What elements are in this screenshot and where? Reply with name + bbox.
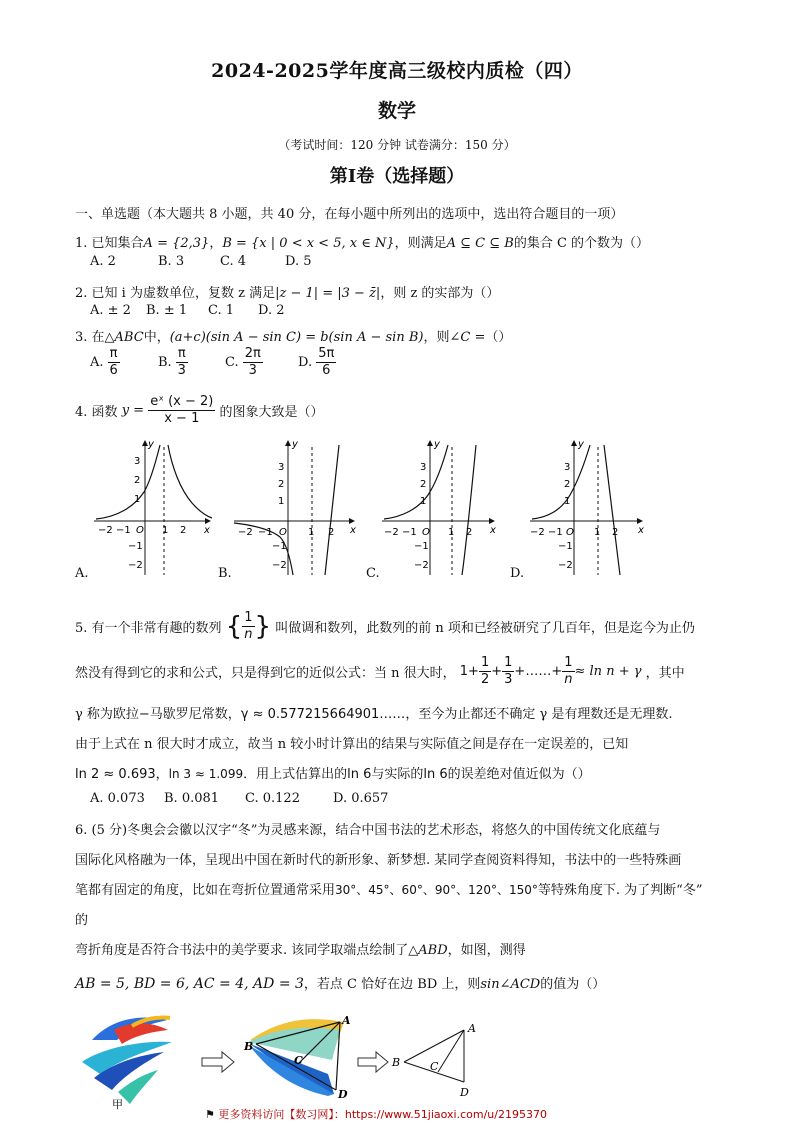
q3-a-den: 6 (109, 363, 118, 378)
q6-line3-a: 笔都有固定的角度，比如在弯折位置通常采用 (75, 883, 336, 898)
q5-sequence (242, 610, 254, 643)
q2-stem-a: 2. 已知 i 为虚数单位，复数 z 满足 (75, 286, 276, 301)
q5-ln2: ln 2 ≈ 0.693 (75, 767, 156, 782)
graph-c-tick-m1: −1 (414, 541, 429, 552)
q1-option-b[interactable]: B. 3 (158, 254, 185, 269)
subject-title: 数学 (377, 100, 416, 122)
q3-option-c-fraction (243, 346, 263, 379)
q5-seq-num: 1 (244, 610, 253, 625)
graph-c-tick-xm1: −1 (402, 527, 417, 538)
graph-b-tick-x1: 1 (308, 527, 315, 538)
q1-option-a[interactable]: A. 2 (90, 254, 116, 269)
graph-b-origin: O (279, 527, 287, 538)
graph-d-tick-x2: 2 (612, 527, 619, 538)
graph-a-tick-xm1: −1 (116, 525, 131, 536)
q4-stem-a: 4. 函数 (75, 405, 118, 420)
graph-a-tick-m2: −2 (128, 560, 143, 571)
q5-option-d[interactable]: D. 0.657 (333, 791, 389, 806)
q6-line5-b: 的值为（） (540, 977, 606, 992)
q6-line4-b: ，如图，测得 (447, 943, 526, 958)
q6-angles: 30°、45°、60°、90°、120°、150° (335, 883, 538, 897)
graph-b-tick-xm1: −1 (258, 527, 273, 538)
q1-stem-c: 的集合 C 的个数为（） (513, 236, 650, 251)
q5-formula-b: +……+ (514, 664, 563, 679)
q3-d-den: 6 (322, 363, 331, 378)
graph-a-tick-3: 3 (134, 456, 141, 467)
question-6-line-3 (75, 879, 702, 898)
graph-a-tick-xm2: −2 (98, 525, 113, 536)
q3-d-num: 5π (318, 346, 335, 361)
arrow-right-icon (202, 1052, 234, 1072)
q5-frac-half (479, 655, 491, 688)
graph-c-tick-xm2: −2 (384, 527, 399, 538)
question-6-line-3-tail: 的 (75, 913, 89, 928)
q3-option-a[interactable] (90, 346, 120, 379)
q3-stem-d: （） (485, 330, 512, 345)
question-6-line-1: 6. (5 分)冬奥会会徽以汉字“冬”为灵感来源，结合中国书法的艺术形态，将悠久的中国传统文化底蕴与 (75, 823, 661, 838)
q6-figure-2 (243, 1014, 351, 1101)
q3-c-num: 2π (244, 346, 261, 361)
question-5-line-1 (75, 610, 695, 643)
q3-option-d[interactable] (298, 346, 336, 379)
graph-c-origin: O (422, 527, 430, 538)
q6-fig2-label-b: B (244, 1040, 254, 1053)
q5-brace-right: } (254, 611, 272, 642)
q1-relation: A ⊆ C ⊆ B (446, 236, 514, 251)
q3-option-b-fraction (176, 346, 188, 379)
q5-line5-c: 的误差绝对值近似为（） (447, 767, 591, 782)
q5-gamma-value: γ ≈ 0.577215664901…… (240, 707, 406, 722)
q5-h2n: 1 (480, 655, 490, 670)
q4-option-c[interactable]: C. (366, 566, 380, 581)
graph-d-tick-m2: −2 (558, 560, 573, 571)
q1-option-d[interactable]: D. 5 (285, 254, 312, 269)
graph-b-x-label: x (350, 525, 356, 536)
section-instruction: 一、单选题（本大题共 8 小题，共 40 分，在每小题中所列出的选项中，选出符合题目的一项） (75, 207, 624, 222)
question-5-line-2 (75, 655, 685, 688)
question-2 (75, 282, 499, 301)
q2-option-b[interactable]: B. ± 1 (146, 303, 188, 318)
q5-ln3: ln 3 ≈ 1.099 (168, 767, 244, 781)
question-3 (75, 326, 511, 345)
graph-c-tick-x2: 2 (466, 527, 473, 538)
graph-b-tick-m2: −2 (272, 560, 287, 571)
question-6-line-4 (75, 939, 526, 958)
graph-c-tick-2: 2 (420, 479, 427, 490)
q1-option-c[interactable]: C. 4 (220, 254, 247, 269)
q5-hnd: n (564, 672, 573, 687)
graph-b-tick-x2: 2 (328, 527, 335, 538)
q5-line1-a: 5. 有一个非常有趣的数列 (75, 621, 222, 636)
q3-stem-c: ，则 (423, 330, 450, 345)
q4-graph-b[interactable] (232, 437, 360, 581)
question-6-line-5 (75, 973, 605, 992)
q5-formula-c: ≈ ln n + γ (574, 664, 642, 679)
q4-option-b[interactable]: B. (218, 566, 232, 581)
graph-a-tick-x2: 2 (180, 525, 187, 536)
q5-seq-den: n (244, 627, 253, 642)
q2-option-d[interactable]: D. 2 (258, 303, 285, 318)
q5-frac-third (502, 655, 514, 688)
q3-option-d-fraction (316, 346, 336, 379)
q5-brace-left: { (225, 611, 243, 642)
q5-h2d: 2 (480, 672, 490, 687)
graph-a-tick-m1: −1 (128, 541, 143, 552)
q1-set-a: A = {2,3} (143, 236, 210, 251)
graph-b-tick-xm2: −2 (238, 527, 253, 538)
q4-func-num: eˣ (x − 2) (150, 394, 214, 409)
q5-line5-a: ．用上式估算出的 (243, 767, 348, 782)
q2-option-a[interactable]: A. ± 2 (90, 303, 131, 318)
graph-b-y-label: y (292, 439, 298, 450)
question-5-line-3 (75, 703, 672, 722)
q5-option-a[interactable]: A. 0.073 (90, 791, 145, 806)
q5-option-c[interactable]: C. 0.122 (245, 791, 300, 806)
q6-fig2-label-a: A (342, 1014, 351, 1027)
graph-c-tick-3: 3 (420, 462, 427, 473)
question-6-line-2: 国际化风格融为一体，呈现出中国在新时代的新形象、新梦想. 某同学查阅资料得知，书法中的一些特殊画 (75, 853, 682, 868)
q1-set-b: B = {x | 0 < x < 5, x ∈ N} (222, 236, 395, 251)
q5-hnn: 1 (564, 655, 573, 670)
q5-h3d: 3 (504, 672, 513, 687)
q4-func-lhs: y = (121, 403, 145, 418)
q5-option-b[interactable]: B. 0.081 (164, 791, 220, 806)
q3-option-a-letter: A. (90, 355, 104, 370)
graph-a-tick-2: 2 (134, 475, 141, 486)
q3-option-c[interactable] (225, 346, 263, 379)
q5-frac-nth (562, 655, 574, 688)
graph-a-y-label: y (148, 439, 154, 450)
footer-url[interactable]: https://www.51jiaoxi.com/u/2195370 (344, 1108, 547, 1121)
q3-a-num: π (109, 346, 118, 361)
q5-line1-b: 叫做调和数列，此数列的前 n 项和已经被研究了几百年，但是迄今为止仍 (275, 621, 695, 636)
q6-target: sin∠ACD (480, 977, 541, 992)
q3-b-den: 3 (177, 363, 186, 378)
q5-formula-a: 1+ (459, 664, 479, 679)
exam-title: 2024-2025学年度高三级校内质检（四） (211, 60, 583, 82)
q4-option-d[interactable]: D. (510, 566, 525, 581)
q2-option-c[interactable]: C. 1 (208, 303, 235, 318)
q3-triangle: △ABC (104, 330, 144, 345)
footer[interactable] (205, 1106, 547, 1122)
q3-c-den: 3 (248, 363, 257, 378)
footer-text: 更多资料访问【数习网】： (218, 1108, 345, 1121)
q6-fig2-label-c: C (294, 1054, 303, 1067)
winter-olympics-emblem (82, 1017, 172, 1104)
graph-a-x-label: x (204, 525, 210, 536)
q3-option-a-fraction (108, 346, 120, 379)
q4-graph-c[interactable] (380, 437, 500, 581)
q5-ln6a: ln 6 (347, 767, 372, 782)
graph-d-y-label: y (578, 439, 584, 450)
q5-line2-b: ，其中 (645, 666, 685, 681)
q1-stem-a: 1. 已知集合 (75, 236, 144, 251)
q3-option-d-letter: D. (298, 355, 313, 370)
graph-d-origin: O (566, 527, 574, 538)
q6-given: AB = 5, BD = 6, AC = 4, AD = 3 (75, 976, 304, 992)
q5-line2-a: 然没有得到它的求和公式，只是得到它的近似公式：当 n 很大时， (75, 666, 456, 681)
q3-angle: ∠C = (449, 330, 486, 345)
graph-c-x-label: x (490, 525, 496, 536)
q6-line3-b: 等特殊角度下. 为了判断“冬” (537, 883, 703, 898)
part-title: 第Ⅰ卷（选择题） (329, 166, 465, 187)
question-5-line-5: ln 2 ≈ 0.693，ln 3 ≈ 1.099．用上式估算出的ln 6与实际的ln 6的误差绝对值近似为（） (75, 767, 591, 782)
q5-line3-a: γ 称为欧拉−马歇罗尼常数， (75, 707, 241, 722)
q6-triangle: △ABD (408, 943, 448, 958)
graph-d-tick-1: 1 (564, 496, 571, 507)
q3-option-c-letter: C. (225, 355, 239, 370)
question-4 (75, 394, 324, 427)
graph-a-tick-1: 1 (134, 494, 141, 505)
q6-fig3-label-b: B (392, 1056, 401, 1069)
q5-line5-b: 与实际的 (371, 767, 424, 782)
question-1 (75, 232, 649, 251)
q5-ln6b: ln 6 (423, 767, 448, 782)
q2-stem-b: ，则 z 的实部为（） (380, 286, 500, 301)
graph-a-origin: O (136, 525, 144, 536)
q3-b-num: π (177, 346, 186, 361)
q6-fig-caption: 甲 (112, 1098, 123, 1110)
graph-b-tick-2: 2 (278, 479, 285, 490)
graph-b-tick-3: 3 (278, 462, 285, 473)
graph-b-tick-1: 1 (278, 496, 285, 507)
q6-fig3-label-a: A (468, 1022, 476, 1035)
q3-equation: (a+c)(sin A − sin C) = b(sin A − sin B) (169, 330, 424, 345)
q6-fig3-label-d: D (460, 1086, 469, 1099)
q6-figure (72, 1000, 492, 1114)
q6-fig2-label-d: D (338, 1088, 348, 1101)
flag-icon: ⚑ (205, 1108, 215, 1121)
q4-option-a[interactable]: A. (75, 566, 89, 581)
q6-fig3-label-c: C (430, 1060, 439, 1073)
q4-graph-d[interactable] (528, 437, 648, 581)
graph-c-tick-x1: 1 (448, 527, 455, 538)
graph-c-tick-m2: −2 (414, 560, 429, 571)
q6-line4-a: 弯折角度是否符合书法中的美学要求. 该同学取端点绘制了 (75, 943, 409, 958)
graph-a-tick-x1: 1 (162, 525, 169, 536)
q4-function (148, 394, 215, 427)
q5-line3-b: ，至今为止都还不确定 γ 是有理数还是无理数. (405, 707, 673, 722)
graph-d-tick-3: 3 (564, 462, 571, 473)
q5-plus: + (491, 664, 503, 679)
q4-graph-a[interactable] (92, 437, 217, 581)
graph-d-tick-xm2: −2 (530, 527, 545, 538)
graph-d-tick-xm1: −1 (548, 527, 563, 538)
graph-d-tick-m1: −1 (558, 541, 573, 552)
q5-h3n: 1 (504, 655, 513, 670)
graph-c-tick-1: 1 (420, 496, 427, 507)
q3-option-b[interactable] (158, 346, 188, 379)
graph-d-tick-x1: 1 (594, 527, 601, 538)
q2-equation: |z − 1| = |3 − z̄| (275, 286, 381, 301)
q3-stem-a: 3. 在 (75, 330, 105, 345)
graph-b-tick-m1: −1 (272, 541, 287, 552)
q4-stem-b: 的图象大致是（） (219, 405, 324, 420)
exam-info: （考试时间：120 分钟 试卷满分：150 分） (278, 138, 516, 152)
q3-option-b-letter: B. (158, 355, 172, 370)
graph-d-x-label: x (638, 525, 644, 536)
q6-figure-3 (391, 1022, 476, 1099)
question-5-line-4: 由于上式在 n 很大时才成立，故当 n 较小时计算出的结果与实际值之间是存在一定误差的，已知 (75, 737, 629, 752)
q1-stem-b: ，则满足 (394, 236, 447, 251)
q3-stem-b: 中， (143, 330, 170, 345)
arrow-right-icon (358, 1052, 388, 1072)
graph-c-y-label: y (434, 439, 440, 450)
graph-d-tick-2: 2 (564, 479, 571, 490)
q6-line5-a: ，若点 C 恰好在边 BD 上，则 (303, 977, 481, 992)
q1-sep: ， (209, 236, 223, 251)
q4-func-den: x − 1 (164, 411, 200, 426)
